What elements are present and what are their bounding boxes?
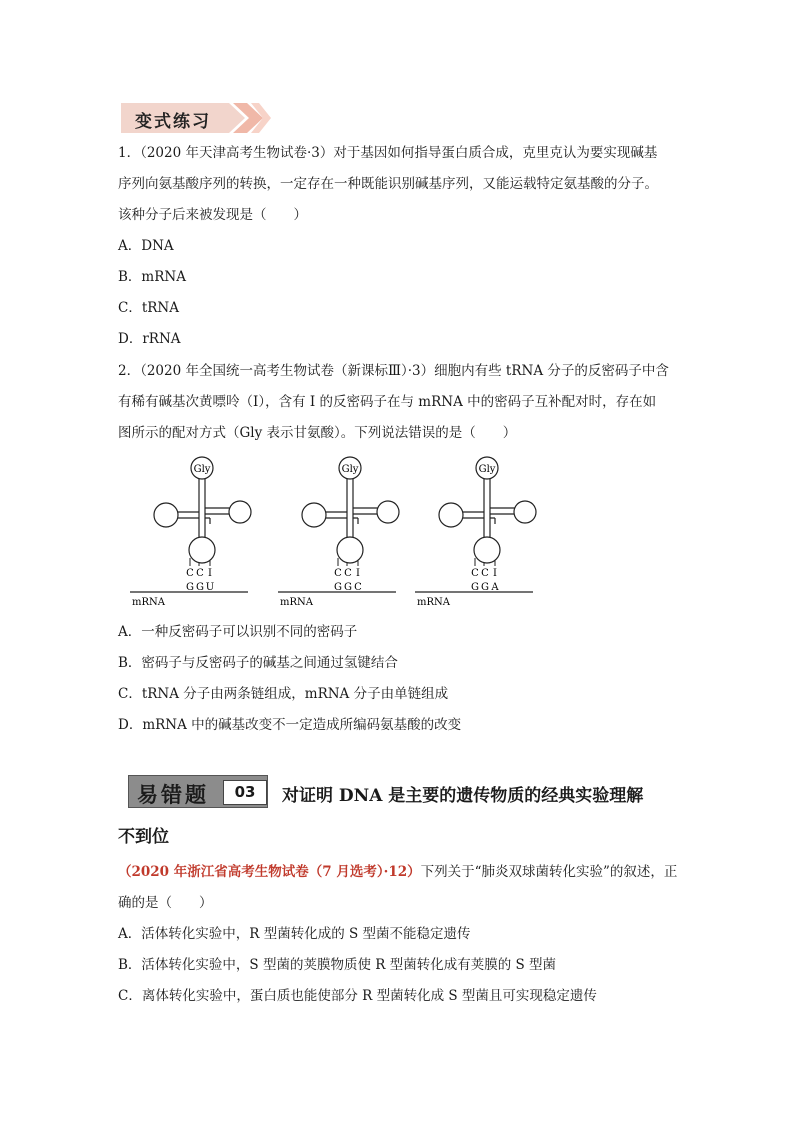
section-badge [128,775,268,808]
anticodon-base: C [471,568,479,579]
section-title-line2: 不到位 [118,827,169,847]
section-title-line1: 对证明 DNA 是主要的遗传物质的经典实验理解 [282,786,644,806]
codon-base: G [471,582,479,593]
q3-option-c: C．离体转化实验中，蛋白质也能使部分 R 型菌转化成 S 型菌且可实现稳定遗传 [118,988,597,1004]
q2-line1: 2．（2020 年全国统一高考生物试卷（新课标Ⅲ）·3）细胞内有些 tRNA 分子的反密码子中含 [118,363,669,379]
codon-base: G [186,582,194,593]
amino-acid-label: Gly [478,464,496,475]
q2-line2: 有稀有碱基次黄嘌呤（I），含有 I 的反密码子在与 mRNA 中的密码子互补配对时，存在如 [118,394,657,410]
q2-option-d: D．mRNA 中的碱基改变不一定造成所编码氨基酸的改变 [118,717,462,733]
q2-option-a: A．一种反密码子可以识别不同的密码子 [118,624,358,640]
anticodon-base: I [493,568,497,579]
banner-label: 变式练习 [135,112,211,132]
anticodon-base: C [344,568,352,579]
codon-base: G [344,582,352,593]
q3-option-b: B．活体转化实验中，S 型菌的荚膜物质使 R 型菌转化成有荚膜的 S 型菌 [118,957,557,973]
codon-base: C [354,582,362,593]
q2-line3: 图所示的配对方式（Gly 表示甘氨酸）。下列说法错误的是（ ） [118,425,517,441]
q1-option-c: C．tRNA [118,300,179,316]
q1-line1: 1．（2020 年天津高考生物试卷·3）对于基因如何指导蛋白质合成，克里克认为要实现碱基 [118,145,658,161]
section-number: 03 [223,780,267,805]
q1-option-d: D．rRNA [118,331,181,347]
anticodon-base: I [208,568,212,579]
anticodon-base: C [334,568,342,579]
trna-diagram-1 [130,457,251,608]
mrna-label: mRNA [132,597,165,608]
codon-base: G [334,582,342,593]
q3-line1 [118,862,677,882]
q2-option-b: B．密码子与反密码子的碱基之间通过氢键结合 [118,655,398,671]
codon-base: G [196,582,204,593]
q3-option-a: A．活体转化实验中，R 型菌转化成的 S 型菌不能稳定遗传 [118,926,471,942]
trna-figure [120,452,540,614]
trna-diagram-2 [278,457,399,608]
anticodon-base: I [356,568,360,579]
q3-source: （2020 年浙江省高考生物试卷（7 月选考）·12） [118,864,421,880]
q1-line2: 序列向氨基酸序列的转换，一定存在一种既能识别碱基序列，又能运载特定氨基酸的分子。 [118,176,658,192]
q1-option-b: B．mRNA [118,269,186,285]
codon-base: U [205,582,215,593]
codon-base: A [491,582,499,593]
q3-line1-rest: 下列关于“肺炎双球菌转化实验”的叙述，正 [420,864,678,880]
codon-base: G [481,582,489,593]
trna-diagram-3 [415,457,536,608]
q2-option-c: C．tRNA 分子由两条链组成，mRNA 分子由单链组成 [118,686,449,702]
q1-option-a: A．DNA [118,238,174,254]
mrna-label: mRNA [280,597,313,608]
amino-acid-label: Gly [193,464,211,475]
amino-acid-label: Gly [341,464,359,475]
practice-banner [121,103,271,133]
mrna-label: mRNA [417,597,450,608]
anticodon-base: C [481,568,489,579]
section-label: 易错题 [137,782,209,807]
anticodon-base: C [186,568,194,579]
anticodon-base: C [196,568,204,579]
q1-line3: 该种分子后来被发现是（ ） [118,207,307,223]
q3-line2: 确的是（ ） [118,895,213,911]
